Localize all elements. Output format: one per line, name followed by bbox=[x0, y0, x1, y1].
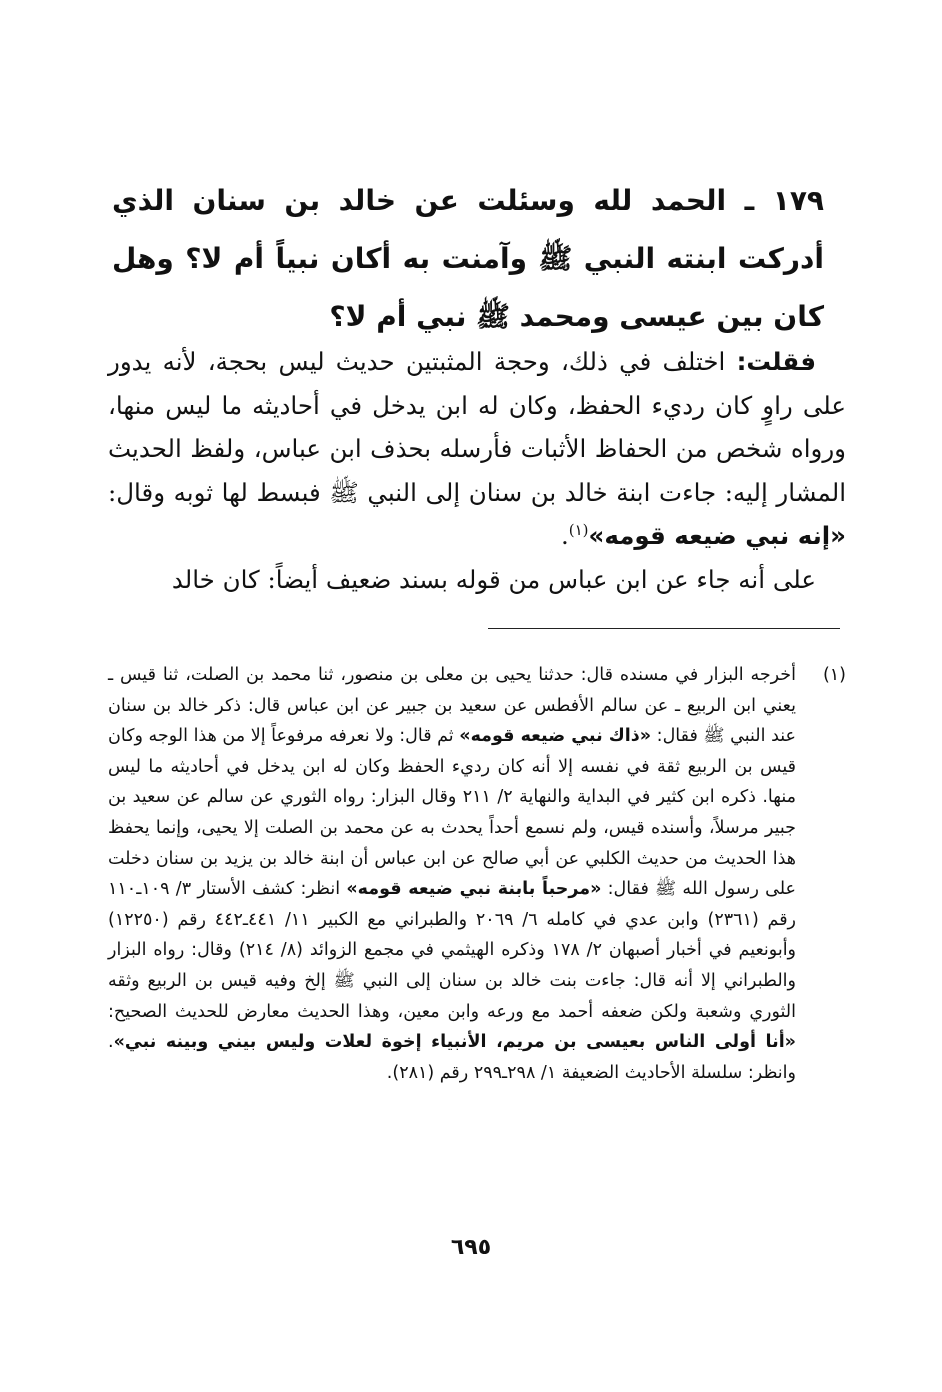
question-text: الحمد لله وسئلت عن خالد بن سنان الذي أدركت ابنته النبي ﷺ وآمنت به أكان نبياً أم لا؟ وهل كان بين عيسى ومحمد ﷺ نبي أم لا؟ bbox=[112, 184, 824, 333]
footnote-segment-2: ثم قال: ولا نعرفه مرفوعاً إلا من هذا الوجه وكان قيس بن الربيع ثقة في نفسه إلا أنه كان رديء الحفظ وكان له ابن يدخل في أحاديثه ما ليس منها. ذكره ابن كثير في البداية والنهاية ٢/ ٢١١ وقال البزار: رواه الثوري عن سالم عن سعيد بن جبير مرسلاً، وأسنده قيس، ولم نسمع أحداً يحدث به عن محمد بن الصلت إلا يحيى، وإنما يحفظ هذا الحديث من حديث الكلبي عن أبي صالح عن ابن عباس أن ابنة خالد بن يزيد بن سنان دخلت على رسول الله ﷺ فقال: bbox=[108, 726, 796, 900]
footnote bbox=[108, 660, 846, 1088]
footnote-quote-2: «مرحباً بابنة نبي ضيعه قومه» bbox=[346, 879, 602, 900]
answer-paragraph-1-text: اختلف في ذلك، وحجة المثبتين حديث ليس بحجة، لأنه يدور على راوٍ كان رديء الحفظ، وكان له ابن يدخل في أحاديثه ما ليس منها، ورواه شخص من الحفاظ الأثبات فأرسله بحذف ابن عباس، ولفظ الحديث المشار إليه: جاءت ابنة خالد بن سنان إلى النبي ﷺ فبسط لها ثوبه وقال: bbox=[108, 347, 846, 507]
answer-lead: فقلت: bbox=[736, 347, 816, 376]
question-dash: ـ bbox=[744, 184, 755, 217]
footnote-separator bbox=[488, 628, 840, 629]
footnote-quote-1: «ذاك نبي ضيعه قومه» bbox=[459, 726, 652, 747]
answer-paragraph-2: على أنه جاء عن ابن عباس من قوله بسند ضعيف أيضاً: كان خالد bbox=[171, 564, 816, 594]
footnote-reference: (١) bbox=[568, 520, 589, 539]
answer-paragraph-1 bbox=[108, 340, 846, 558]
page-number: ٦٩٥ bbox=[450, 1235, 492, 1260]
answer-paragraph-1-end: . bbox=[560, 521, 569, 550]
answer-body bbox=[108, 340, 846, 601]
question-heading bbox=[112, 172, 824, 346]
footnote-number: (١) bbox=[822, 665, 846, 685]
answer-hadith-quote: «إنه نبي ضيعه قومه» bbox=[588, 521, 846, 550]
footnote-text bbox=[108, 660, 796, 1088]
footnote-segment-1: أخرجه البزار في مسنده قال: حدثنا يحيى بن معلى بن منصور، ثنا محمد بن الصلت، ثنا قيس ـ يعني ابن الربيع ـ عن سالم الأفطس عن سعيد بن جبير عن ابن عباس قال: ذكر خالد بن سنان عند النبي ﷺ فقال: bbox=[108, 665, 796, 747]
question-number: ١٧٩ bbox=[772, 184, 825, 217]
footnote-quote-3: «أنا أولى الناس بعيسى بن مريم، الأنبياء إخوة لعلات وليس بيني وبينه نبي» bbox=[113, 1032, 796, 1053]
footnote-segment-4: . وانظر: سلسلة الأحاديث الضعيفة ١/ ٢٩٨ـ٢٩٩ رقم (٢٨١). bbox=[108, 1032, 796, 1083]
footnote-segment-3: انظر: كشف الأستار ٣/ ١٠٩ـ١١٠ رقم (٢٣٦١) وابن عدي في كامله ٦/ ٢٠٦٩ والطبراني مع الكبير ١١/ ٤٤١ـ٤٤٢ رقم (١٢٢٥٠) وأبونعيم في أخبار أصبهان ٢/ ١٧٨ وذكره الهيثمي في مجمع الزوائد (٨/ ٢١٤) وقال: رواه البزار والطبراني إلا أنه قال: جاءت بنت خالد بن سنان إلى النبي ﷺ إلخ وفيه قيس بن الربيع وثقه الثوري وشعبة ولكن ضعفه أحمد مع ورعه وابن معين، وهذا الحديث معارض للحديث الصحيح: bbox=[108, 879, 797, 1022]
